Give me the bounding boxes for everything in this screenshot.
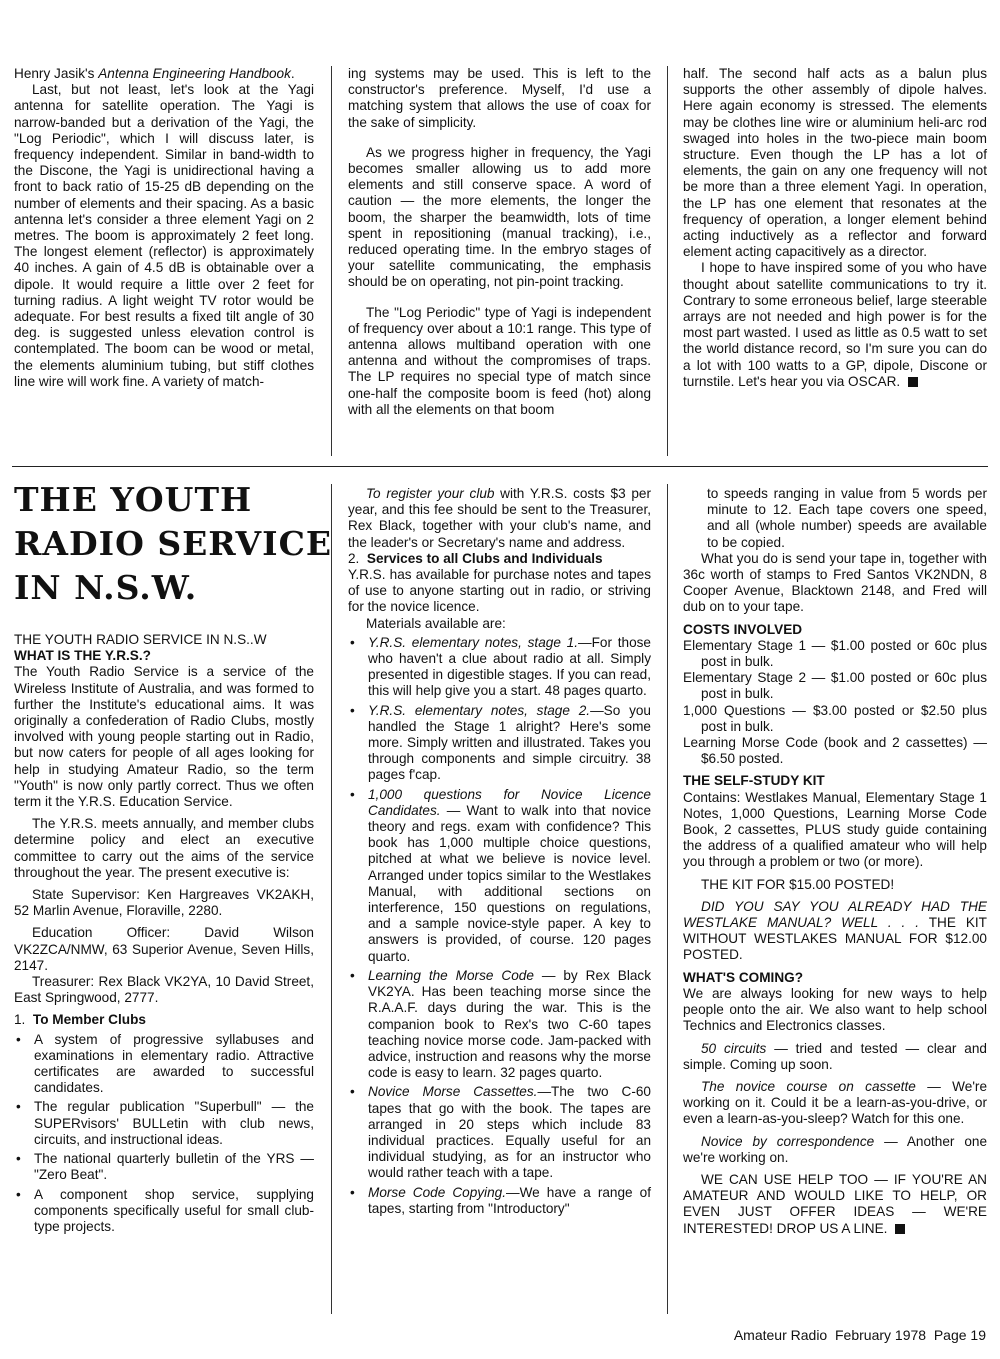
paragraph: Materials available are: — [366, 615, 506, 631]
paragraph: As we progress higher in frequency, the Yagi becomes smaller allowing us to add more elements and still conserve space. A word of caution — the more elements, the longer the boom, the sharper the beamwidth, lots of time spent in repositioning (manual tracking), i.e., reduced operating time. In the embryo stages of your satellite communicating, the emphasis should be on operating, not pin-point tracking. — [348, 144, 651, 290]
paragraph: Last, but not least, let's look at the Yagi antenna for satellite operation. The Yagi is narrow-banded but a derivation of the Yagi, the "Log Periodic", which I will discuss later, is frequency independent. Similar in band-width to the Discone, the Yagi is unidirectional having a front to back ratio of 15-25 dB depending on the number of elements and their spacing. As a basic antenna let's consider a three element Yagi on 2 metres. The boom is approximately 2 feet long. The longest element (reflector) is approximately 40 inches. A gain of 4.5 dB is obtainable over a dipole. It would require a little over 2 feet for turning radius. A light weight TV rotor would be adequate. For best results a fixed tilt angle of 30 deg. is suggested unless elevation control is contemplated. The boom can be wood or metal, the elements aluminium tubing, but stiff clothes line wire will work fine. A variety of match- — [14, 82, 314, 389]
section-heading: 1. To Member Clubs — [14, 1012, 146, 1028]
list-item: • The national quarterly bulletin of the YRS — "Zero Beat". — [16, 1151, 314, 1183]
column-divider — [331, 66, 332, 456]
title-line: RADIO SERVICE — [14, 524, 333, 563]
paragraph: What you do is send your tape in, together with 36c worth of stamps to Fred Santos VK2NDN, 8 Cooper Avenue, Blacktown 2148, and Fred will dub on to your tape. — [683, 550, 987, 615]
paragraph: half. The second half acts as a balun plus supports the other assembly of dipole halves. Here again economy is stressed. The elements may be clothes line wire or aluminium heli-arc rod swaged into holes in the two-piece main boom structure. Even though the LP has a lot of elements, the gain on any one frequency will not be more than a three element Yagi. In operation, the LP has one element that resonates at the frequency of operation, a longer element behind acting inductively as a reflector and forward element acting capacitively as a director. — [683, 66, 987, 260]
top-column-1 — [14, 66, 314, 390]
list-item: • A component shop service, supplying components specifically useful for small club-type projects. — [16, 1186, 314, 1234]
price-item: Elementary Stage 2 — $1.00 posted or 60c plus post in bulk. — [683, 670, 987, 702]
paragraph: to speeds ranging in value from 5 words per minute to 12. Each tape covers one speed, and all (whole number) speeds are available to be copied. — [707, 486, 987, 550]
price-item: Elementary Stage 1 — $1.00 posted or 60c plus post in bulk. — [683, 637, 987, 670]
paragraph: 50 circuits — tried and tested — clear and simple. Coming up soon. — [683, 1040, 987, 1072]
paragraph: WE CAN USE HELP TOO — IF YOU'RE AN AMATEUR AND WOULD LIKE TO HELP, OR EVEN JUST OFFER IDEAS — WE'RE INTERESTED! DROP US A LINE. — [683, 1171, 987, 1236]
paragraph: To register your club with Y.R.S. costs $3 per year, and this fee should be sent to the Treasurer, Rex Black, together with your club's name, and the leader's or Secretary's name and address. — [348, 486, 651, 550]
price-item: Learning Morse Code (book and 2 cassettes) — $6.50 posted. — [683, 735, 987, 767]
list-item: • Learning the Morse Code — by Rex Black VK2YA. Has been teaching morse since the R.A.A.F. days during the war. This is the companion book to Rex's two C-60 tapes teaching novice morse code. Jam-packed with advice, instruction and reasons why the morse code is easy to learn. 32 pages quarto. — [350, 967, 651, 1081]
paragraph: Novice by correspondence — Another one we're working on. — [683, 1133, 987, 1165]
paragraph: The Youth Radio Service is a service of the Wireless Institute of Australia, and was formed to further the Institute's educational aims. It was originally a confederation of Radio Clubs, mostly involved with young people starting out in Radio, but now caters for people of all ages looking for help in studying Amateur Radio, so the term "Youth" is now only partly correct. Thus we often term it the Y.R.S. Education Service. — [14, 664, 314, 810]
paragraph: Henry Jasik's Antenna Engineering Handbook. — [14, 66, 295, 81]
right-column — [683, 486, 987, 1237]
section-heading: WHAT'S COMING? — [683, 969, 804, 985]
kicker: THE YOUTH RADIO SERVICE IN N.S..W — [14, 632, 267, 647]
paragraph: I hope to have inspired some of you who have thought about satellite communications to try it. Contrary to some erroneous belief, large steerable arrays are not needed and high power is for the most part wasted. I used as little as 0.5 watt to set the world distance record, so I'm sure you can do a lot with 100 watts to a GP, dipole, Discone or turnstile. Let's hear you via OSCAR. — [683, 260, 987, 389]
column-divider — [667, 484, 668, 1314]
column-divider — [331, 484, 332, 1314]
section-rule — [12, 466, 988, 467]
section-heading: COSTS INVOLVED — [683, 621, 803, 637]
paragraph: Treasurer: Rex Black VK2YA, 10 David Street, East Springwood, 2777. — [14, 974, 314, 1006]
list-item: • The regular publication "Superbull" — the SUPERvisors' BULLetin with club news, circuits, and instructional ideas. — [16, 1099, 314, 1147]
paragraph: State Supervisor: Ken Hargreaves VK2AKH, 52 Marlin Avenue, Floraville, 2280. — [14, 887, 314, 919]
section-heading: WHAT IS THE Y.R.S.? — [14, 648, 151, 664]
column-divider — [667, 66, 668, 456]
paragraph: We are always looking for new ways to help people onto the air. We also want to help school Technics and Electronics classes. — [683, 985, 987, 1034]
paragraph: The "Log Periodic" type of Yagi is independent of frequency over about a 10:1 range. This type of antenna allows multiband operation with one antenna and without the compromises of traps. The LP requires no special type of match since one-half the composite boom is feed (hot) along with all the elements on that boom — [348, 304, 651, 417]
section-heading: 2. Services to all Clubs and Individuals — [348, 550, 603, 566]
list-item: • Novice Morse Cassettes.—The two C-60 tapes that go with the book. The tapes are arranged in 20 steps which include 83 individual practices. Equally useful for an individual studying, as for an instructor who would rather teach with a tape. — [350, 1084, 651, 1181]
title-line: THE YOUTH — [14, 480, 253, 519]
paragraph: Education Officer: David Wilson VK2ZCA/NMW, 63 Superior Avenue, Seven Hills, 2147. — [14, 925, 314, 973]
paragraph: ing systems may be used. This is left to the constructor's preference. Myself, I'd use a matching system that allows the use of coax for the sake of simplicity. — [348, 66, 651, 130]
top-column-2 — [348, 66, 651, 418]
paragraph: DID YOU SAY YOU ALREADY HAD THE WESTLAKE MANUAL? WELL . . . THE KIT WITHOUT WESTLAKES MANUAL FOR $12.00 POSTED. — [683, 898, 987, 963]
middle-column — [348, 486, 651, 1217]
left-column — [14, 632, 314, 1235]
page-footer: Amateur Radio February 1978 Page 19 — [733, 1327, 986, 1343]
kit-price: THE KIT FOR $15.00 POSTED! — [701, 876, 895, 892]
list-item: • Morse Code Copying.—We have a range of tapes, starting from "Introductory" — [350, 1184, 651, 1216]
list-item: • Y.R.S. elementary notes, stage 1.—For those who haven't a clue about radio at all. Simply presented in digestible stages. If you can read, this will help give you a start. 48 pages quarto. — [350, 634, 651, 699]
price-item: 1,000 Questions — $3.00 posted or $2.50 plus post in bulk. — [683, 702, 987, 734]
title-line: IN N.S.W. — [14, 568, 198, 607]
paragraph: Contains: Westlakes Manual, Elementary Stage 1 Notes, 1,000 Questions, Learning Morse Code Book, 2 cassettes, PLUS study guide containing the address of a qualified amateur who will help you through a problem or two (or more). — [683, 789, 987, 870]
end-mark — [895, 1224, 905, 1234]
list-item: • Y.R.S. elementary notes, stage 2.—So you handled the Stage 1 alright? Here's some more. Simply written and illustrated. Takes you through components and simple circuitry. 38 pages f'cap. — [350, 702, 651, 783]
top-column-3 — [683, 66, 987, 390]
article-title — [14, 478, 333, 610]
section-heading: THE SELF-STUDY KIT — [683, 773, 825, 789]
list-item: • A system of progressive syllabuses and examinations in elementary radio. Attractive certificates are awarded to successful candidates. — [16, 1031, 314, 1096]
paragraph: The novice course on cassette — We're working on it. Could it be a learn-as-you-drive, or even a learn-as-you-sleep? Watch for this one. — [683, 1078, 988, 1127]
list-item: • 1,000 questions for Novice Licence Candidates. — Want to walk into that novice theory and regs. exam with confidence? This book has 1,000 multiple choice questions, pitched at what we believe is novice level. Arranged under topics similar to the Westlakes Manual, with additional sections on interference, 150 questions on regulations, and a sample novice-style paper. A key to answers is provided, of course. 120 pages quarto. — [350, 786, 651, 964]
end-mark — [908, 377, 918, 387]
paragraph: The Y.R.S. meets annually, and member clubs determine policy and elect an executive committee to carry out the aims of the service throughout the year. The present executive is: — [14, 816, 314, 880]
paragraph: Y.R.S. has available for purchase notes and tapes of use to anyone starting out in radio, or striving for the novice licence. — [348, 567, 651, 615]
